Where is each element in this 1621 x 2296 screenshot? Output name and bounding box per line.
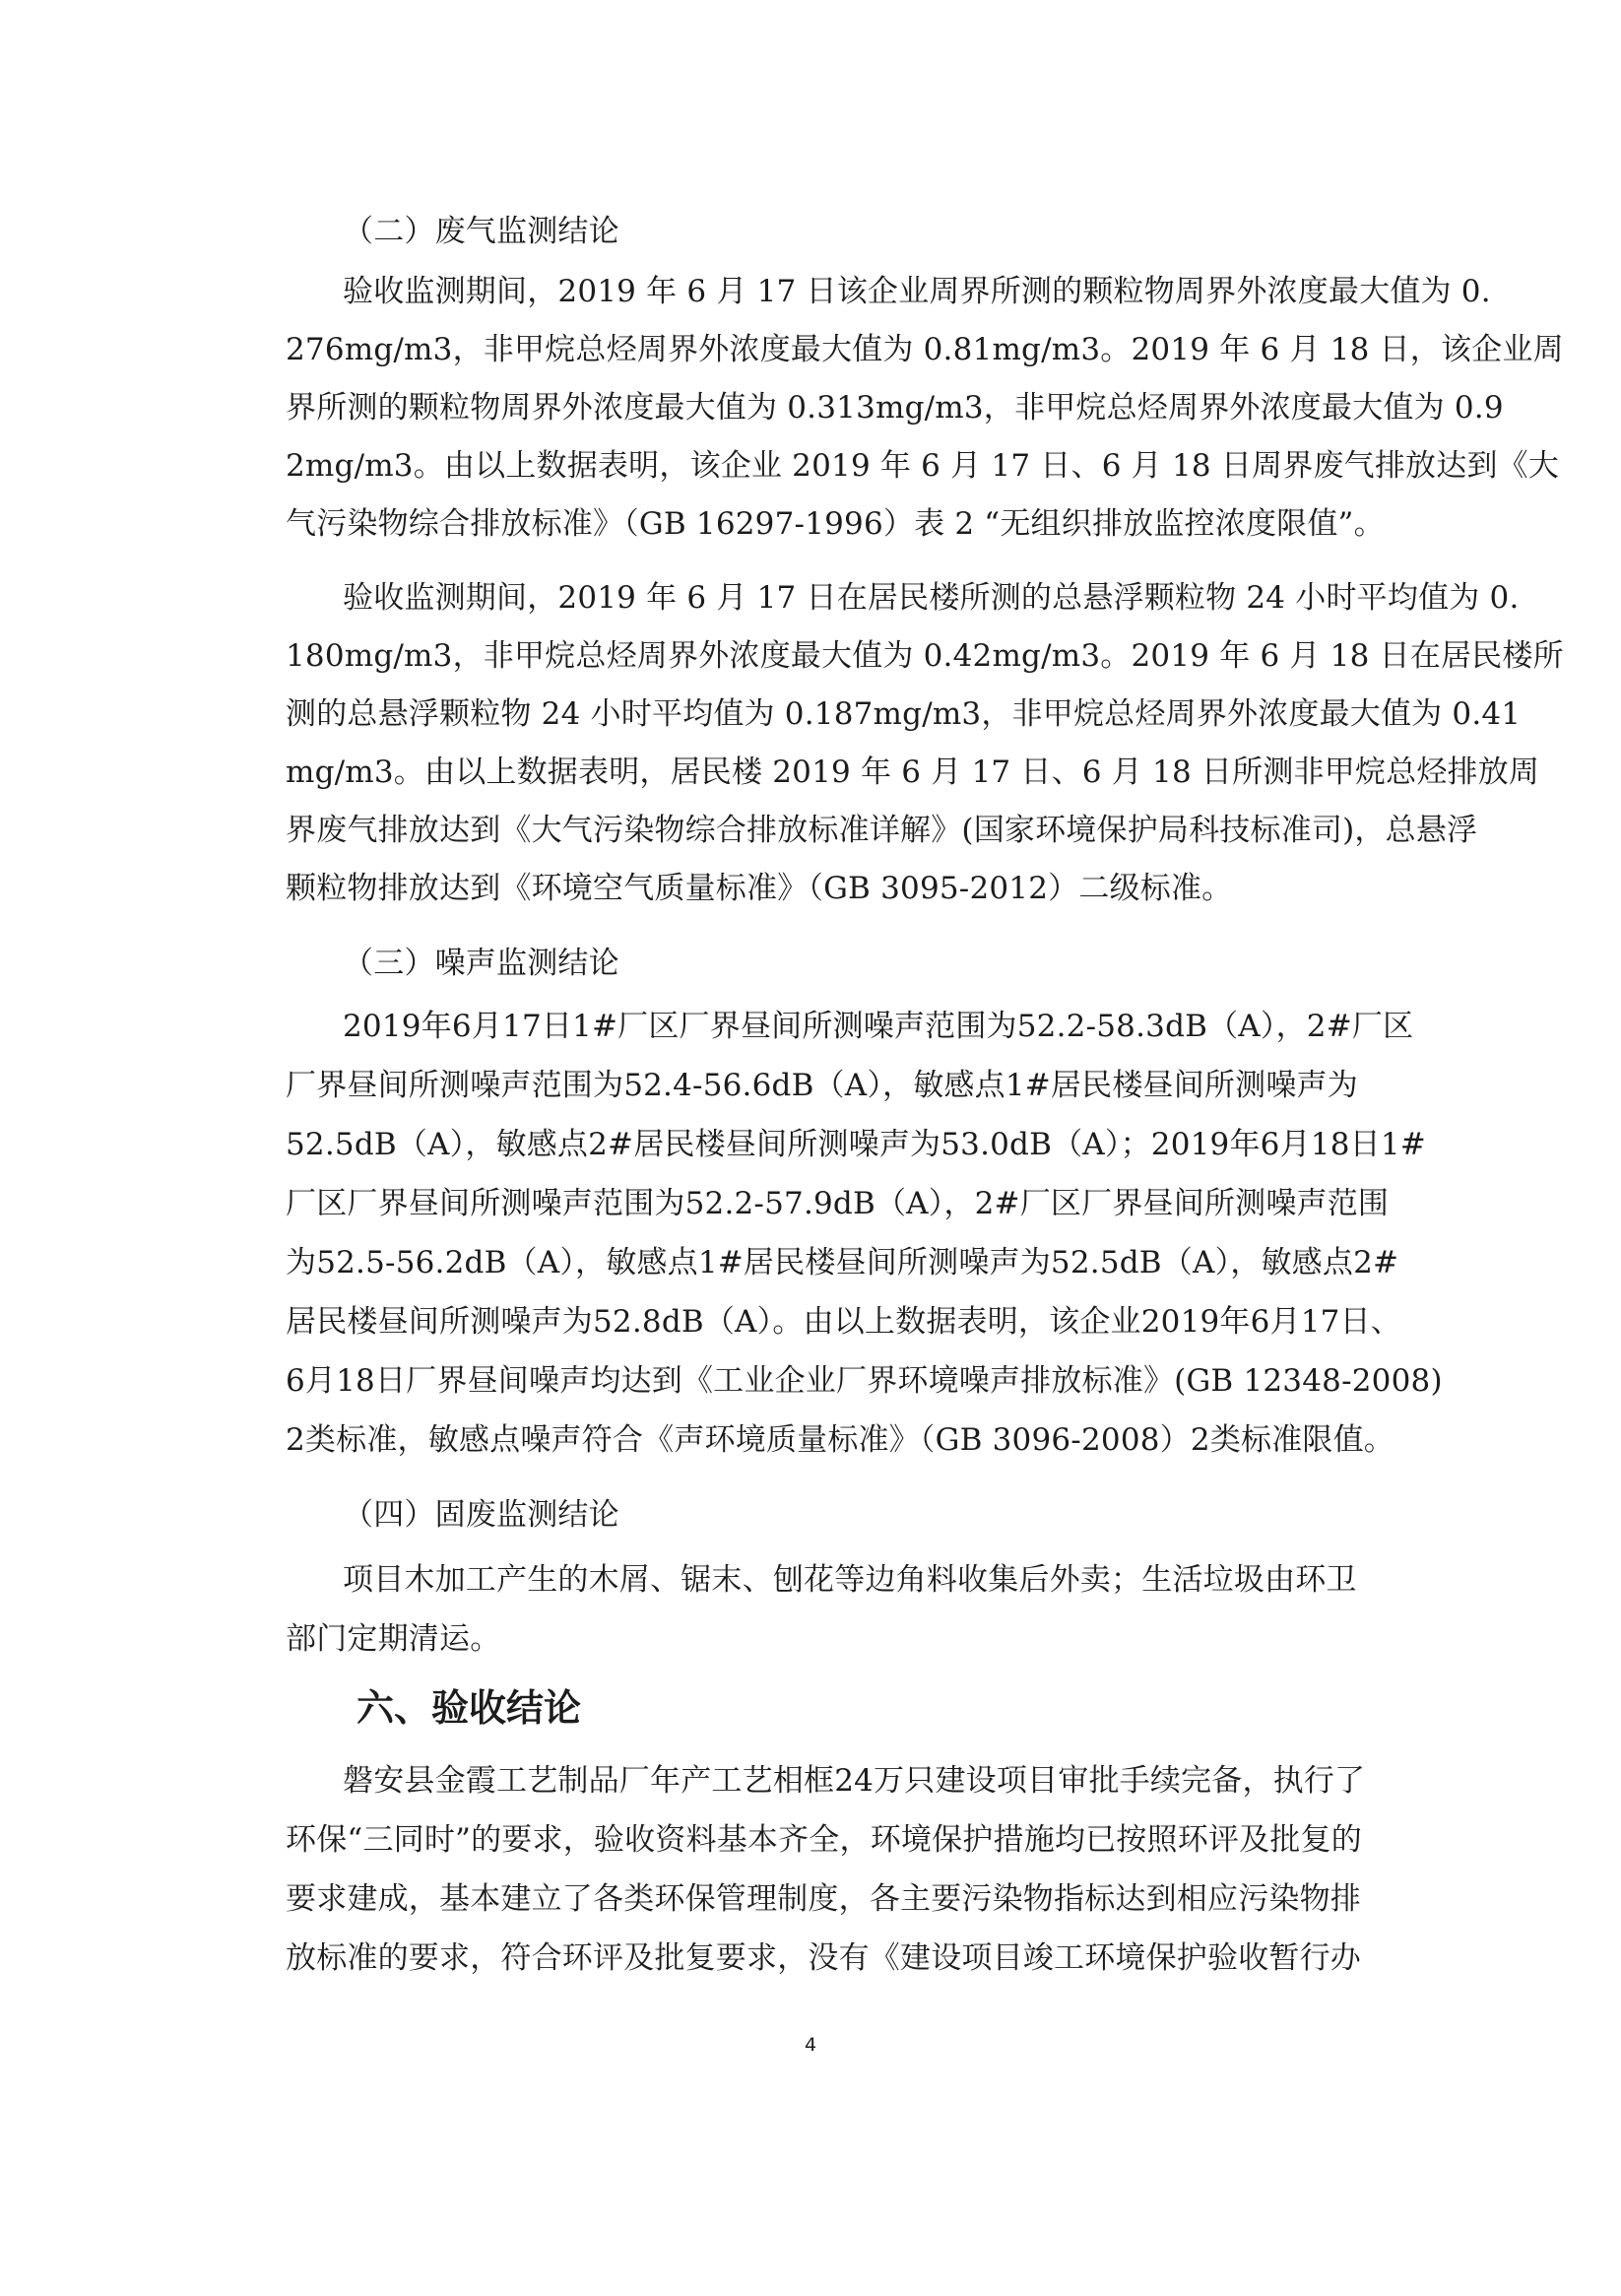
paragraph-line: 气污染物综合排放标准》（GB 16297-1996）表 2 “无组织排放监控浓度限值”。 — [286, 506, 1385, 542]
paragraph-line: 180mg/m3，非甲烷总烃周界外浓度最大值为 0.42mg/m3。2019 年 6 月 18 日在居民楼所 — [286, 638, 1564, 674]
paragraph-line: 2类标准，敏感点噪声符合《声环境质量标准》（GB 3096-2008）2类标准限值。 — [286, 1422, 1395, 1458]
paragraph-line: 厂界昼间所测噪声范围为52.4-56.6dB（A），敏感点1#居民楼昼间所测噪声为 — [286, 1068, 1358, 1103]
paragraph-line: 276mg/m3，非甲烷总烃周界外浓度最大值为 0.81mg/m3。2019 年 6 月 18 日，该企业周 — [286, 332, 1564, 367]
paragraph-line: 要求建成，基本建立了各类环保管理制度，各主要污染物指标达到相应污染物排 — [286, 1881, 1361, 1917]
paragraph-line: 6月18日厂界昼间噪声均达到《工业企业厂界环境噪声排放标准》(GB 12348-2008) — [286, 1363, 1443, 1399]
paragraph-line: 测的总悬浮颗粒物 24 小时平均值为 0.187mg/m3，非甲烷总烃周界外浓度最大值为 0.41 — [286, 696, 1522, 732]
paragraph-line: 52.5dB（A），敏感点2#居民楼昼间所测噪声为53.0dB（A）；2019年6月18日1# — [286, 1127, 1426, 1162]
paragraph-line: 为52.5-56.2dB（A），敏感点1#居民楼昼间所测噪声为52.5dB（A），敏感点2# — [286, 1245, 1399, 1280]
paragraph-line: 验收监测期间，2019 年 6 月 17 日该企业周界所测的颗粒物周界外浓度最大值为 0. — [343, 274, 1491, 309]
section-heading-solid-waste: （四）固废监测结论 — [343, 1497, 619, 1533]
paragraph-line: 环保“三同时”的要求，验收资料基本齐全，环境保护措施均已按照环评及批复的 — [286, 1822, 1362, 1858]
paragraph-line: 项目木加工产生的木屑、锯末、刨花等边角料收集后外卖；生活垃圾由环卫 — [343, 1562, 1357, 1598]
paragraph-line: mg/m3。由以上数据表明，居民楼 2019 年 6 月 17 日、6 月 18 日所测非甲烷总烃排放周 — [286, 754, 1540, 790]
page-number: 4 — [804, 2034, 817, 2056]
paragraph-line: 2mg/m3。由以上数据表明，该企业 2019 年 6 月 17 日、6 月 18 日周界废气排放达到《大 — [286, 448, 1560, 484]
paragraph-line: 颗粒物排放达到《环境空气质量标准》（GB 3095-2012）二级标准。 — [286, 871, 1233, 906]
paragraph-line: 验收监测期间，2019 年 6 月 17 日在居民楼所测的总悬浮颗粒物 24 小时平均值为 0. — [343, 580, 1520, 616]
paragraph-line: 界所测的颗粒物周界外浓度最大值为 0.313mg/m3，非甲烷总烃周界外浓度最大值为 0.9 — [286, 390, 1504, 426]
paragraph-line: 居民楼昼间所测噪声为52.8dB（A）。由以上数据表明，该企业2019年6月17日、 — [286, 1304, 1401, 1340]
paragraph-line: 放标准的要求，符合环评及批复要求，没有《建设项目竣工环境保护验收暂行办 — [286, 1940, 1361, 1976]
section-heading-waste-gas: （二）废气监测结论 — [343, 214, 619, 249]
paragraph-line: 2019年6月17日1#厂区厂界昼间所测噪声范围为52.2-58.3dB（A），2#厂区 — [343, 1009, 1414, 1044]
section-heading-acceptance-conclusion: 六、验收结论 — [357, 1686, 582, 1730]
paragraph-line: 部门定期清运。 — [286, 1621, 501, 1657]
paragraph-line: 磐安县金霞工艺制品厂年产工艺相框24万只建设项目审批手续完备，执行了 — [343, 1763, 1366, 1799]
paragraph-line: 界废气排放达到《大气污染物综合排放标准详解》(国家环境保护局科技标准司)，总悬浮 — [286, 813, 1478, 848]
paragraph-line: 厂区厂界昼间所测噪声范围为52.2-57.9dB（A），2#厂区厂界昼间所测噪声范围 — [286, 1186, 1390, 1221]
section-heading-noise: （三）噪声监测结论 — [343, 946, 619, 981]
